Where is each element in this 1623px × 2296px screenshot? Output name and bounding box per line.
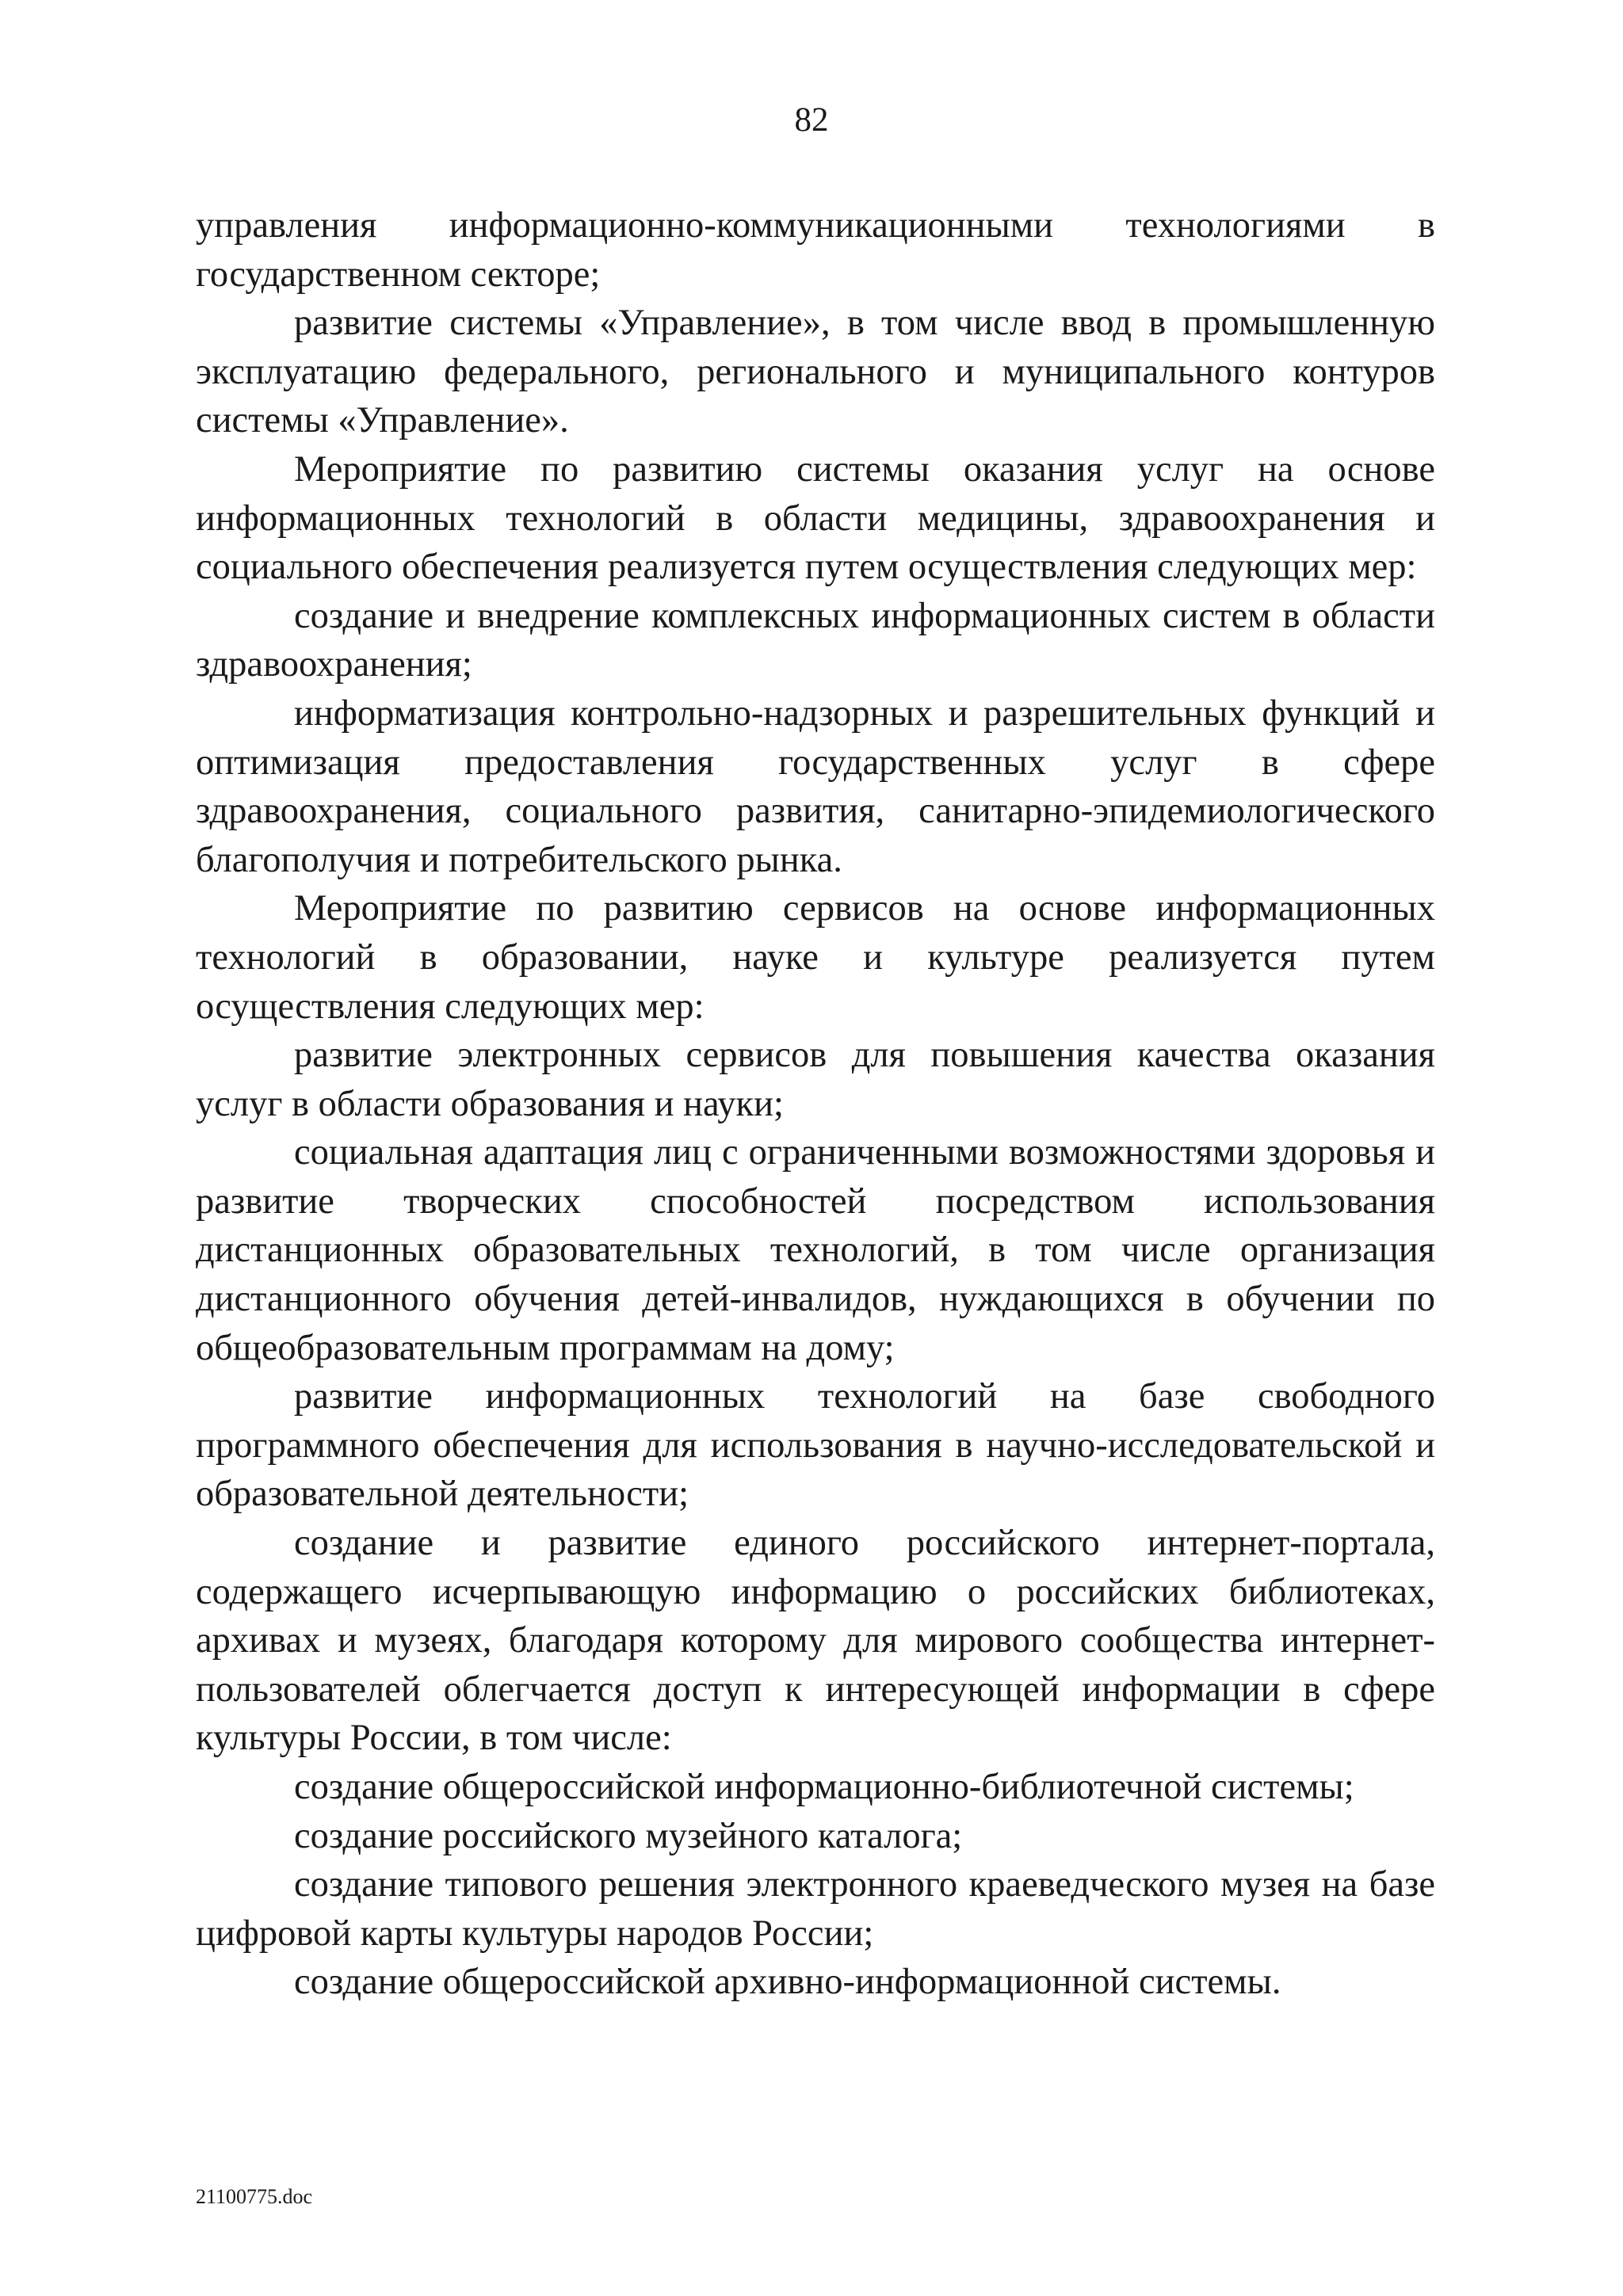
paragraph: создание типового решения электронного краеведческого музея на базе цифровой карты культуры народов России; bbox=[196, 1864, 1435, 1954]
document-body bbox=[196, 201, 1435, 2007]
paragraph: управления информационно-коммуникационными технологиями в государственном секторе; bbox=[196, 205, 1435, 295]
paragraph: создание общероссийской архивно-информационной системы. bbox=[294, 1962, 1281, 2003]
paragraph: социальная адаптация лиц с ограниченными возможностями здоровья и развитие творческих способностей посредством использования дистанционных образовательных технологий, в том числе организация дистанционного обучения детей-инвалидов, нуждающихся в обучении по общеобразовательным программам на дому; bbox=[196, 1132, 1435, 1368]
paragraph: Мероприятие по развитию сервисов на основе информационных технологий в образовании, науке и культуре реализуется путем осуществления следующих мер: bbox=[196, 888, 1435, 1027]
paragraph: создание и внедрение комплексных информационных систем в области здравоохранения; bbox=[196, 595, 1435, 685]
footer-filename: 21100775.doc bbox=[196, 2185, 313, 2208]
page-number: 82 bbox=[794, 101, 829, 139]
paragraph: создание общероссийской информационно-библиотечной системы; bbox=[294, 1767, 1354, 1807]
paragraph: создание российского музейного каталога; bbox=[294, 1815, 963, 1856]
paragraph: развитие электронных сервисов для повышения качества оказания услуг в области образования и науки; bbox=[196, 1035, 1435, 1124]
paragraph: развитие информационных технологий на базе свободного программного обеспечения для использования в научно-исследовательской и образовательной деятельности; bbox=[196, 1376, 1435, 1515]
paragraph: информатизация контрольно-надзорных и разрешительных функций и оптимизация предоставления государственных услуг в сфере здравоохранения, социального развития, санитарно-эпидемиологического благополучия и потребительского рынка. bbox=[196, 692, 1435, 880]
paragraph: развитие системы «Управление», в том числе ввод в промышленную эксплуатацию федерального, регионального и муниципального контуров системы «Управление». bbox=[196, 303, 1435, 441]
paragraph: Мероприятие по развитию системы оказания услуг на основе информационных технологий в области медицины, здравоохранения и социального обеспечения реализуется путем осуществления следующих мер: bbox=[196, 448, 1435, 588]
paragraph: создание и развитие единого российского интернет-портала, содержащего исчерпывающую информацию о российских библиотеках, архивах и музеях, благодаря которому для мирового сообщества интернет-пользователей облегчается доступ к интересующей информации в сфере культуры России, в том числе: bbox=[196, 1523, 1435, 1759]
